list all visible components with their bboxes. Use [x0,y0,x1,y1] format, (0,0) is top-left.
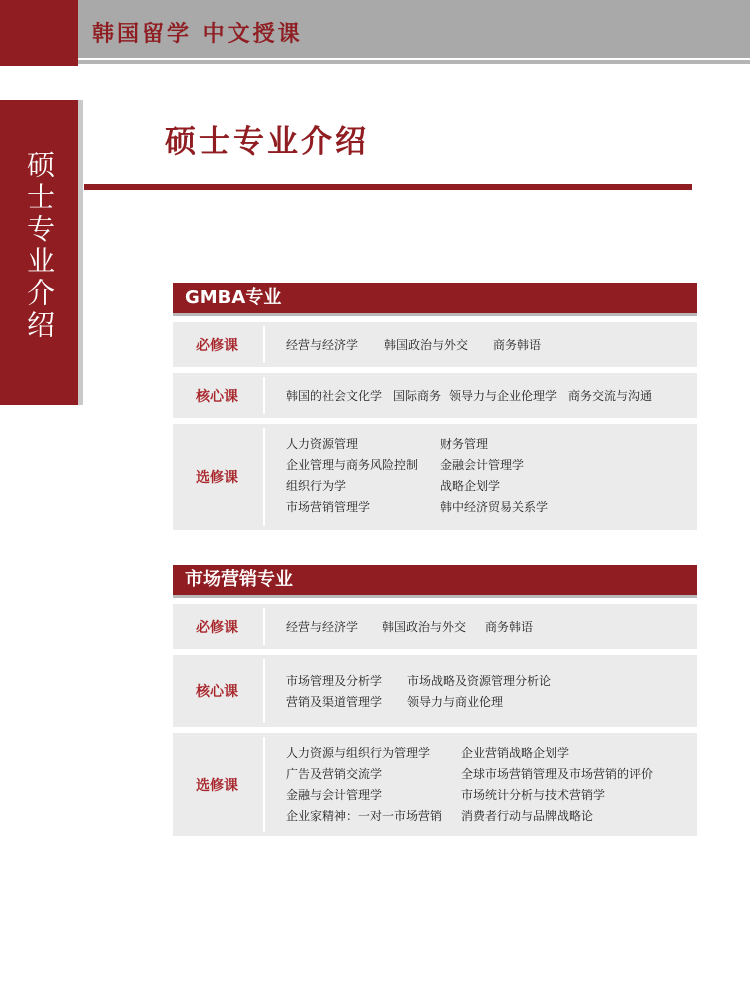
row-label: 选修课 [196,777,238,794]
course-item: 市场管理及分析学 [286,673,383,688]
course-row-elective [173,424,697,530]
row-divider [263,608,265,645]
course-item: 韩国政治与外交 [384,337,469,352]
row-label: 核心课 [196,388,238,405]
course-item: 韩国的社会文化学 [286,388,383,403]
sidebar-shadow [78,100,83,405]
course-line [286,763,689,783]
course-item: 企业营销战略企划学 [461,745,570,760]
course-item: 经营与经济学 [286,337,359,352]
course-line [286,670,689,690]
course-row-required [173,604,697,649]
course-line [286,454,689,474]
course-item: 金融与会计管理学 [286,787,383,802]
course-item: 商务韩语 [493,337,542,352]
course-item: 商务韩语 [485,619,534,634]
row-content [286,733,689,836]
course-item: 人力资源与组织行为管理学 [286,745,431,760]
section-header: 市场营销专业 [173,565,697,598]
course-item: 市场战略及资源管理分析论 [407,673,552,688]
sidebar-title: 硕士专业介绍 [23,150,56,342]
course-line [286,742,689,762]
row-divider [263,659,265,723]
course-row-core [173,655,697,727]
course-line [286,784,689,804]
course-line [286,385,689,405]
course-item: 金融会计管理学 [440,457,525,472]
title-divider [84,184,692,190]
row-divider [263,326,265,363]
course-item: 全球市场营销管理及市场营销的评价 [461,766,654,781]
course-item: 消费者行动与品牌战略论 [461,808,594,823]
row-divider [263,428,265,526]
course-row-core [173,373,697,418]
course-row-required [173,322,697,367]
course-item: 领导力与企业伦理学 [449,388,558,403]
header-accent-block [0,0,78,66]
course-item: 营销及渠道管理学 [286,694,383,709]
course-item: 战略企划学 [440,478,501,493]
section-marketing [173,565,697,836]
course-item: 市场统计分析与技术营销学 [461,787,606,802]
course-item: 国际商务 [393,388,442,403]
course-item: 人力资源管理 [286,436,359,451]
course-item: 领导力与商业伦理 [407,694,504,709]
row-content [286,373,689,418]
section-header: GMBA专业 [173,283,697,316]
row-label: 核心课 [196,684,238,700]
course-item: 财务管理 [440,436,489,451]
section-gmba [173,283,697,530]
course-item: 市场营销管理学 [286,499,371,514]
course-item: 组织行为学 [286,478,347,493]
course-line [286,496,689,516]
course-item: 企业家精神：一对一市场营销 [286,808,443,823]
course-row-elective [173,733,697,836]
course-line [286,433,689,453]
row-label: 选修课 [196,470,238,486]
header-title: 韩国留学 中文授课 [92,22,303,47]
row-divider [263,737,265,832]
row-content [286,604,689,649]
page-title: 硕士专业介绍 [165,124,369,160]
course-item: 广告及营销交流学 [286,766,383,781]
row-content [286,424,689,530]
course-line [286,475,689,495]
row-label: 必修课 [196,619,238,636]
course-item: 商务交流与沟通 [568,388,653,403]
course-line [286,691,689,711]
row-divider [263,377,265,414]
row-label: 必修课 [196,337,238,354]
row-content [286,322,689,367]
course-line [286,616,689,636]
row-content [286,655,689,727]
header-rule [78,60,750,64]
course-line [286,334,689,354]
course-item: 企业管理与商务风险控制 [286,457,419,472]
course-item: 韩国政治与外交 [382,619,467,634]
course-item: 经营与经济学 [286,619,359,634]
course-item: 韩中经济贸易关系学 [440,499,549,514]
course-line [286,805,689,825]
